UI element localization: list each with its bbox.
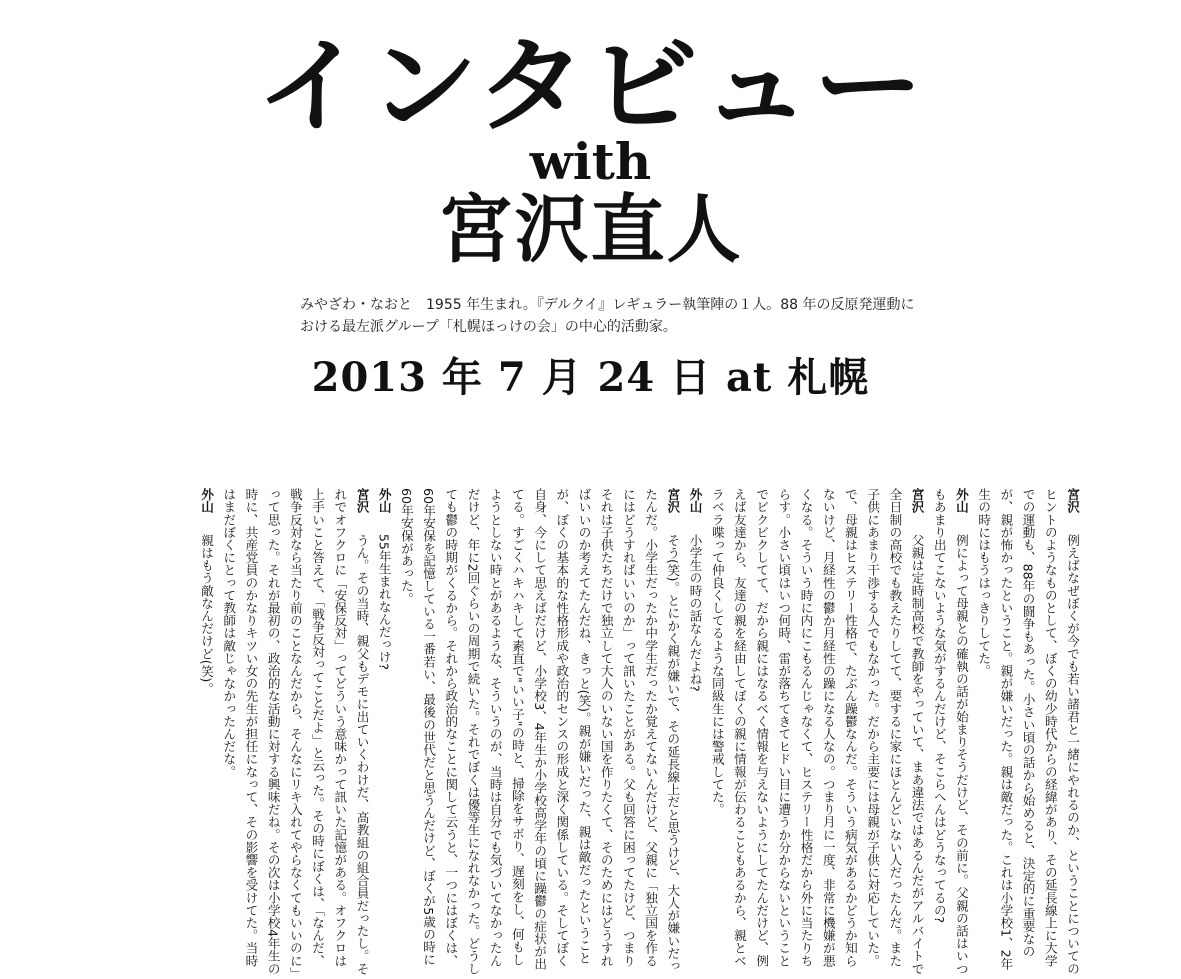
speaker-label: 宮沢 [909,488,925,514]
dialogue-paragraph [972,488,1083,976]
speaker-label: 外山 [199,488,215,514]
dialogue-text: 父親は定時制高校で教師をやっていて、まあ違法ではあるんだがアルバイトで全日制の高校でも教えたりしてて、要するに家にほとんどいない人だったんだ。また子供にあまり干渉する人でもなかった。だから主要には母親が子供に対応していた。で、母親はヒステリー性格で、たぶん躁鬱なんだ。そういう病気があるかどうか知らないけど、月経性の鬱か月経性の躁になる人なの。つまり月に一度、非常に機嫌が悪くなる。そういう時に内にこもるんじゃなくて、ヒステリー性格だから外に当たりちらす。小さい頃はいつ何時、雷が落ちてきてヒドい目に遭うか分からないということでビクビクしてて、だから親にはなるべく情報を与えないようにしてたんだけど、例えば友達から、友達の親を経由してぼくの親に情報が伝わることもあるから、親とベラベラ喋って仲良くしてるような同級生には警戒してた。 [709,488,925,975]
speaker-label: 宮沢 [665,488,681,514]
dialogue-paragraph [195,488,217,976]
interviewee-bio [300,294,930,338]
title-with: with [529,132,652,191]
interview-dateline: 2013 年 7 月 24 日 at 札幌 [311,354,870,401]
dialogue-paragraph [373,488,395,976]
interviewee-name: 宮沢直人 [438,187,743,273]
dialogue-text: 小学生の時の話なんだよね? [687,533,703,692]
dialogue-text: 55年生まれなんだっけ? [376,533,392,670]
dialogue-text: そう(笑)。とにかく親が嫌いで、その延長線上だと思うけど、大人が嫌いだったんだ。小学生だったか中学生だったか覚えてないんだけど、父親に「独立国を作るにはどうすればいいのか」って訊いたことがある。父も回答に困ってたけど、つまりそれは子供たちだけで独立して大人のいない国を作りたくて、そのためにはどうすればいいのか考えてたんだね、きっと(笑)。親が嫌いだった、親は敵だったということが、ぼくの基本的な性格形成や政治的センスの形成と深く関係している。そしてぼく自身、今にして思えばだけど、小学校3、4年生か小学校高学年の頃に躁鬱の症状が出てる。すごくハキハキして素直で"いい子"の時と、掃除をサボり、遅刻をし、何もしようとしない時とがあるような、そういうのが、当時は自分でも気づいてなかったんだけど、年に2回ぐらいの周期で続いた。それでぼくは優等生になれなかった。どうしても鬱の時期がくるから。それから政治的なことに関して云うと、一つにはぼくは、60年安保を記憶している一番若い、最後の世代だと思うんだけど、ぼくが5歳の時に60年安保があった。 [398,488,681,975]
dialogue-text: うん。その当時、親父もデモに出ていくわけだ、高教組の組合員だったし。それでオフクロに「安保反対」ってどういう意味かって訊いた記憶がある。オフクロは上手いこと答えて、「戦争反対ってことだよ」と云った。その時にぼくは、「なんだ、戦争反対なら当たり前のことなんだから、そんなにリキ入れてやらなくてもいいのに」って思った。それが最初の、政治的な活動に対する興味だね。その次は小学校4年生の時に、共産党員のかなりキツい女の先生が担任になって、その影響を受けてた。当時はまだぼくにとって教師は敵じゃなかったんだな。 [221,488,370,975]
dialogue-paragraph [706,488,928,976]
interview-title: インタビュー [255,25,926,147]
interview-body [93,488,1083,976]
dialogue-paragraph [217,488,372,976]
dialogue-paragraph [395,488,684,976]
speaker-label: 宮沢 [1065,488,1080,514]
bio-line-2: おける最左派グループ「札幌ほっけの会」の中心的活動家。 [300,319,677,335]
dialogue-text: 例えばなぜぼくが今でも若い諸君と一緒にやれるのか、ということについてのヒントのようなものとして、ぼくの幼少時代からの経緯があり、その延長線上に大学での運動も、88年の闘争もあった。小さい頃の話から始めると、決定的に重要なのが、親が怖かったということ。親が嫌いだった。親は敵だった。これは小学校1、2年生の時にはもうはっきりしてた。 [976,488,1080,975]
bio-line-1: みやざわ・なおと 1955 年生まれ。『デルクイ』レギュラー執筆陣の１人。88 年の反原発運動に [300,297,915,313]
dialogue-text: 親はもう敵なんだけど(笑)。 [199,533,215,695]
dialogue-paragraph [683,488,705,976]
speaker-label: 外山 [376,488,392,514]
speaker-label: 外山 [953,488,969,514]
dialogue-paragraph [928,488,972,976]
speaker-label: 宮沢 [354,488,370,514]
dialogue-text: 例によって母親との確執の話が始まりそうだけど、その前に。父親の話はいつもあまり出てこないような気がするんだけど、そこらへんはどうなってるの? [931,488,969,975]
speaker-label: 外山 [687,488,703,514]
